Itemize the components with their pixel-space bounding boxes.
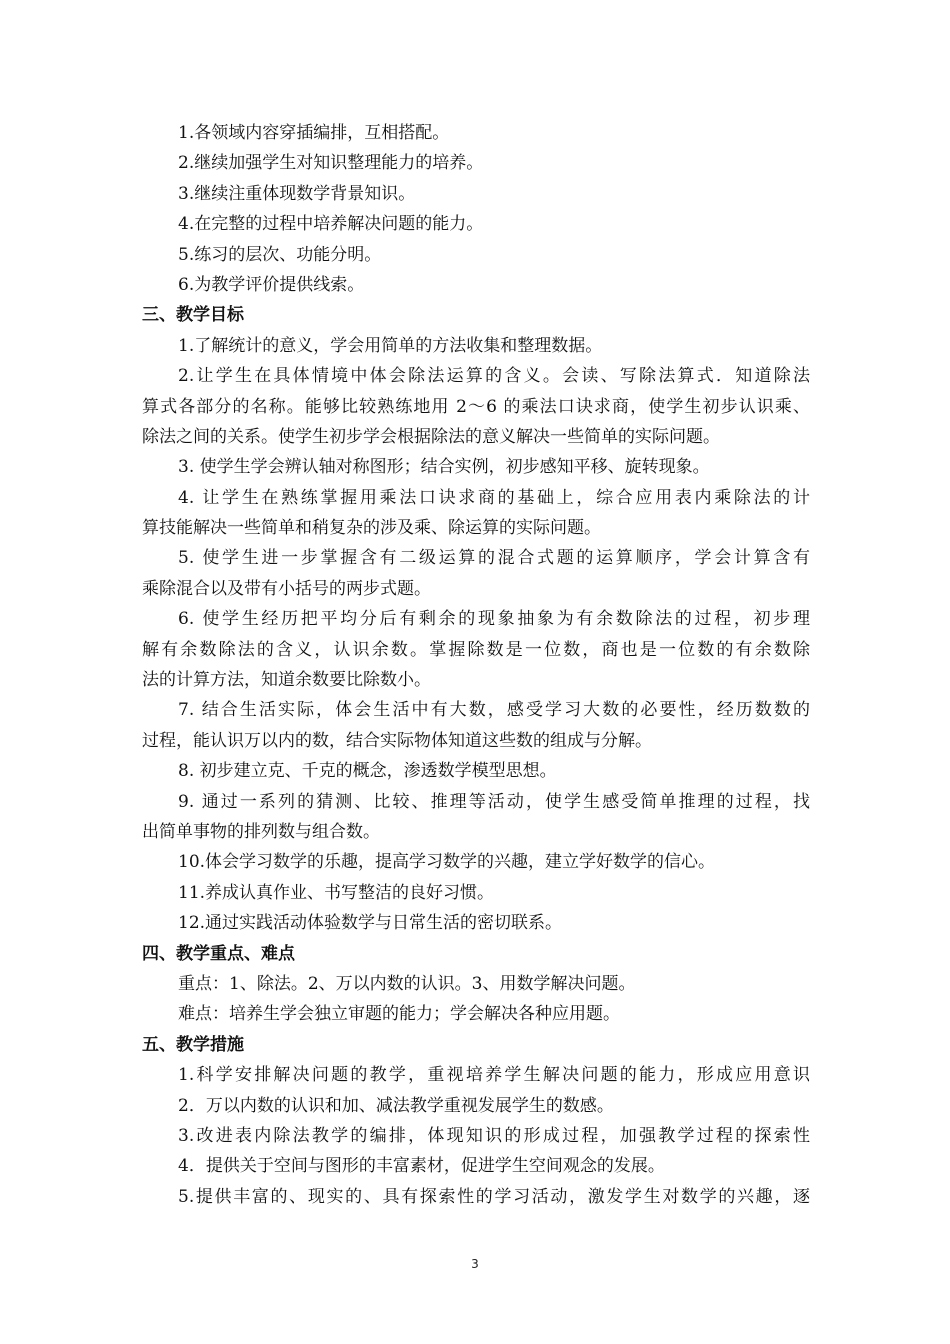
- document-body: [142, 118, 810, 1212]
- text-line: 2.继续加强学生对知识整理能力的培养。: [178, 153, 484, 174]
- text-line: 4.在完整的过程中培养解决问题的能力。: [178, 214, 484, 235]
- text-line: 8. 初步建立克、千克的概念，渗透数学模型思想。: [178, 761, 557, 782]
- text-line: 6.为教学评价提供线索。: [178, 274, 365, 295]
- text-line: 10.体会学习数学的乐趣，提高学习数学的兴趣，建立学好数学的信心。: [178, 852, 716, 873]
- section-heading: 五、教学措施: [142, 1034, 244, 1055]
- text-line: 解有余数除法的含义，认识余数。掌握除数是一位数，商也是一位数的有余数除: [142, 639, 810, 660]
- text-line: 3. 使学生学会辨认轴对称图形；结合实例，初步感知平移、旋转现象。: [178, 457, 710, 478]
- text-line: 除法之间的关系。使学生初步学会根据除法的意义解决一些简单的实际问题。: [142, 426, 720, 447]
- text-line: 2.让学生在具体情境中体会除法运算的含义。会读、写除法算式．知道除法: [178, 366, 810, 387]
- text-line: 1.了解统计的意义，学会用简单的方法收集和整理数据。: [178, 335, 603, 356]
- text-line: 12.通过实践活动体验数学与日常生活的密切联系。: [178, 913, 563, 934]
- text-line: 11.养成认真作业、书写整洁的良好习惯。: [178, 882, 495, 903]
- text-line: 乘除混合以及带有小括号的两步式题。: [142, 578, 431, 599]
- text-line: 7. 结合生活实际，体会生活中有大数，感受学习大数的必要性，经历数数的: [178, 700, 810, 721]
- text-line: 5. 使学生进一步掌握含有二级运算的混合式题的运算顺序，学会计算含有: [178, 548, 810, 569]
- text-line: 过程，能认识万以内的数，结合实际物体知道这些数的组成与分解。: [142, 730, 652, 751]
- text-line: 算式各部分的名称。能够比较熟练地用 2～6 的乘法口诀求商，使学生初步认识乘、: [142, 396, 810, 417]
- text-line: 5.提供丰富的、现实的、具有探索性的学习活动，激发学生对数学的兴趣，逐: [178, 1186, 810, 1207]
- section-heading: 四、教学重点、难点: [142, 943, 295, 964]
- text-line: 1.科学安排解决问题的教学，重视培养学生解决问题的能力，形成应用意识: [178, 1065, 810, 1086]
- page-number: 3: [471, 1257, 479, 1271]
- text-line: 4. 让学生在熟练掌握用乘法口诀求商的基础上，综合应用表内乘除法的计: [178, 487, 810, 508]
- text-line: 算技能解决一些简单和稍复杂的涉及乘、除运算的实际问题。: [142, 518, 601, 539]
- text-line: 重点：1、除法。2、万以内数的认识。3、用数学解决问题。: [178, 973, 636, 994]
- text-line: 1.各领域内容穿插编排，互相搭配。: [178, 123, 450, 143]
- text-line: 9. 通过一系列的猜测、比较、推理等活动，使学生感受简单推理的过程，找: [178, 791, 810, 812]
- text-line: 法的计算方法，知道余数要比除数小。: [142, 670, 431, 691]
- text-line: 难点：培养生学会独立审题的能力；学会解决各种应用题。: [178, 1004, 620, 1025]
- text-line: 出简单事物的排列数与组合数。: [142, 821, 380, 842]
- section-heading: 三、教学目标: [142, 305, 244, 326]
- text-line: 3.继续注重体现数学背景知识。: [178, 183, 416, 204]
- text-line: 3.改进表内除法教学的编排，体现知识的形成过程，加强教学过程的探索性: [178, 1125, 810, 1146]
- text-line: 5.练习的层次、功能分明。: [178, 244, 382, 265]
- text-line: 4．提供关于空间与图形的丰富素材，促进学生空间观念的发展。: [178, 1156, 665, 1177]
- text-line: 6. 使学生经历把平均分后有剩余的现象抽象为有余数除法的过程，初步理: [178, 609, 810, 630]
- text-line: 2．万以内数的认识和加、减法教学重视发展学生的数感。: [178, 1095, 614, 1116]
